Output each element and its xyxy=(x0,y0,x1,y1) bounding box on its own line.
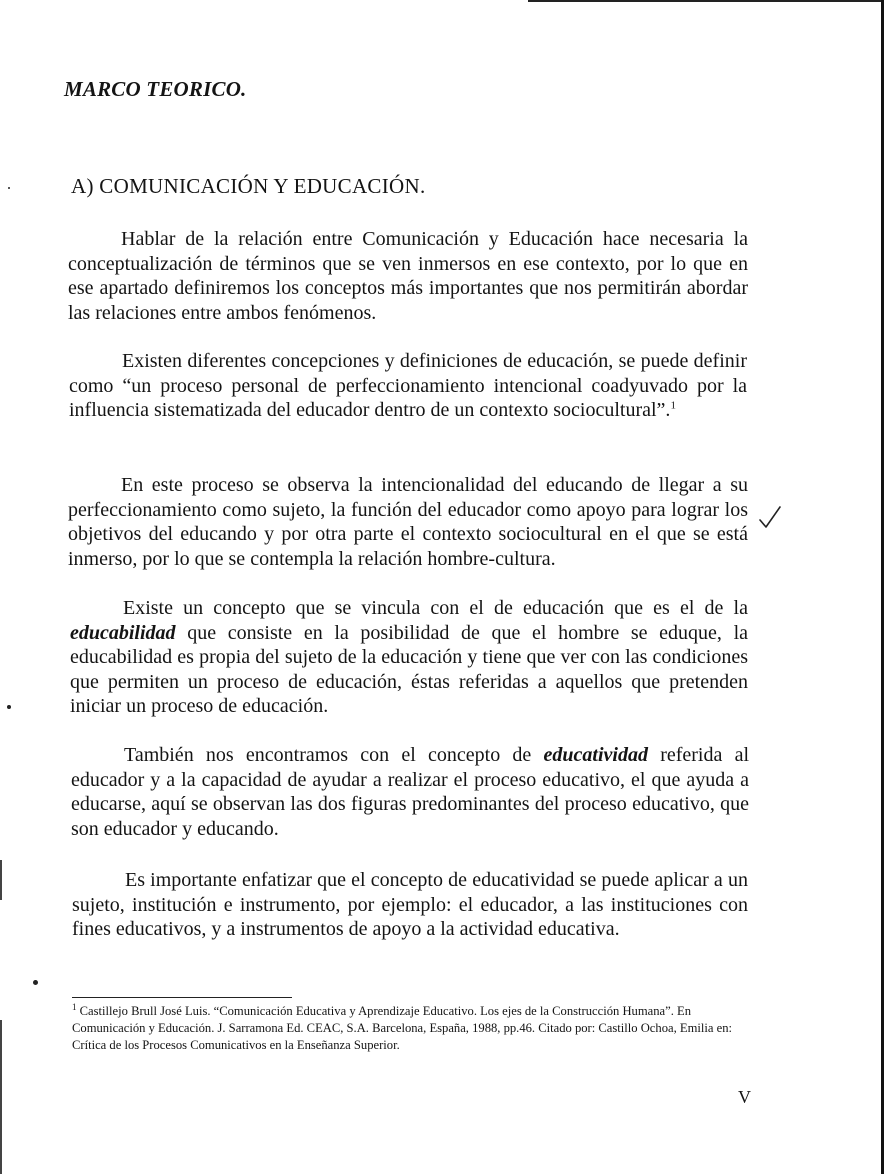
paragraph-text: que consiste en la posibilidad de que el hombre se eduque, la educabilidad es propia del sujeto de la educación y tiene que ver con las condiciones que permiten un proceso de educación, éstas referidas a aquellos que pretenden iniciar un proceso de educación. xyxy=(70,621,749,717)
scan-speck xyxy=(7,705,11,709)
scan-speck xyxy=(8,187,10,189)
footnote-text: Castillejo Brull José Luis. “Comunicación Educativa y Aprendizaje Educativo. Los ejes de la Construcción Humana”. En Comunicación y Educación. J. Sarramona Ed. CEAC, S.A. Barcelona, España, 1988, pp.46. Citado por: Castillo Ochoa, Emilia en: Crítica de los Procesos Comunicativos en la Enseñanza Superior. xyxy=(72,1004,732,1052)
footnote xyxy=(72,1003,752,1054)
paragraph-emphasis: Es importante enfatizar que el concepto de educatividad se puede aplicar a un sujeto, institución e instrumento, por ejemplo: el educador, a las instituciones con fines educativos, y a instrumentos de apoyo a la actividad educativa. xyxy=(72,869,748,940)
scan-edge-left xyxy=(0,860,2,900)
footnote-divider xyxy=(72,997,292,998)
paragraph-educabilidad xyxy=(70,596,748,719)
term-educatividad: educatividad xyxy=(543,744,648,766)
page-heading: MARCO TEORICO. xyxy=(64,77,247,101)
scan-edge-top xyxy=(528,0,884,2)
paragraph-educatividad xyxy=(71,743,749,841)
paragraph-text: También nos encontramos con el concepto de xyxy=(124,744,532,766)
paragraph-text: Existen diferentes concepciones y definiciones de educación, se puede definir como “un proceso personal de perfeccionamiento intencional coadyuvado por la influencia sistematizada del educador dentro de un contexto sociocultural”. xyxy=(69,350,747,421)
checkmark-icon xyxy=(756,503,784,533)
paragraph-process: En este proceso se observa la intencionalidad del educando de llegar a su perfeccionamiento como sujeto, la función del educador como apoyo para lograr los objetivos del educando y por otra parte el contexto sociocultural en el que se está inmerso, por lo que se contempla la relación hombre-cultura. xyxy=(68,474,748,570)
footnote-number: 1 xyxy=(72,1001,77,1012)
section-title: A) COMUNICACIÓN Y EDUCACIÓN. xyxy=(71,174,426,198)
footnote-reference[interactable]: 1 xyxy=(670,399,676,412)
scan-speck xyxy=(33,980,38,985)
paragraph-text: referida al educador y a la capacidad de ayudar a realizar el proceso educativo, el que ayuda a educarse, aquí se observan las dos figuras predominantes del proceso educativo, que son educador y educando. xyxy=(71,744,750,840)
paragraph-intro: Hablar de la relación entre Comunicación y Educación hace necesaria la conceptualización de términos que se ven inmersos en ese contexto, por lo que en ese apartado definiremos los conceptos más importantes que nos permitirán abordar las relaciones entre ambos fenómenos. xyxy=(68,228,748,324)
paragraph-education-definition xyxy=(69,349,747,423)
scan-edge-left-lower xyxy=(0,1020,2,1174)
term-educabilidad: educabilidad xyxy=(70,621,176,644)
page-number: V xyxy=(738,1087,751,1107)
paragraph-text: Existe un concepto que se vincula con el de educación que es el de la xyxy=(123,597,748,619)
